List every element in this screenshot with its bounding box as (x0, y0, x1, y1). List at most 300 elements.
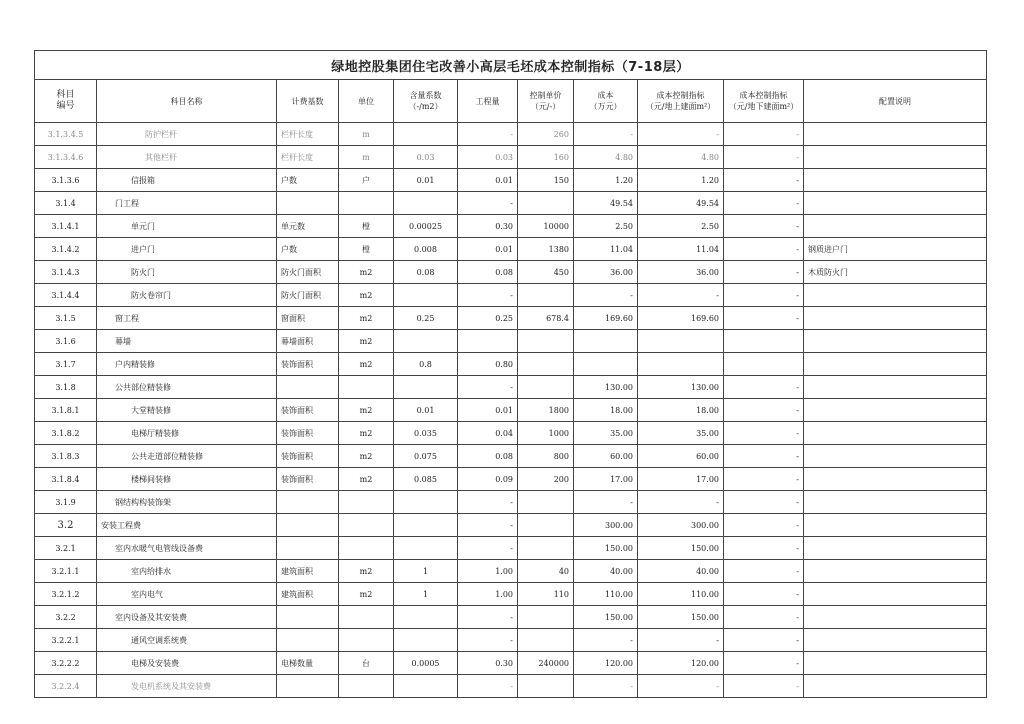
cell-code: 3.1.3.4.5 (35, 123, 97, 146)
cell-remark (804, 192, 987, 215)
cell-cost (574, 330, 638, 353)
cell-price: 1380 (518, 238, 574, 261)
table-row (35, 491, 987, 514)
cell-above: - (638, 284, 724, 307)
cell-coef: 0.085 (394, 468, 458, 491)
table-row (35, 537, 987, 560)
cell-qty (458, 330, 518, 353)
table-row (35, 629, 987, 652)
cell-name: 室内给排水 (97, 560, 277, 583)
cell-basis: 户数 (277, 169, 339, 192)
cell-above (638, 353, 724, 376)
cell-above: - (638, 491, 724, 514)
cell-coef (394, 629, 458, 652)
cell-code: 3.1.8.2 (35, 422, 97, 445)
cell-remark (804, 146, 987, 169)
cell-coef (394, 330, 458, 353)
cell-cost: - (574, 284, 638, 307)
cell-above: 1.20 (638, 169, 724, 192)
cell-code: 3.2.2.4 (35, 675, 97, 698)
table-row (35, 307, 987, 330)
table-row (35, 422, 987, 445)
cell-above: 130.00 (638, 376, 724, 399)
cell-remark (804, 307, 987, 330)
header-remark-text: 配置说明 (879, 96, 912, 106)
cell-code: 3.1.9 (35, 491, 97, 514)
cell-qty: 0.01 (458, 238, 518, 261)
cell-price: 240000 (518, 652, 574, 675)
cell-cost: 18.00 (574, 399, 638, 422)
cell-unit: m (339, 146, 394, 169)
cell-qty: - (458, 284, 518, 307)
cell-above: - (638, 629, 724, 652)
cell-cost: 150.00 (574, 537, 638, 560)
cell-unit (339, 606, 394, 629)
cell-unit: m2 (339, 261, 394, 284)
cell-name: 幕墙 (97, 330, 277, 353)
cell-remark (804, 606, 987, 629)
cell-cost: 49.54 (574, 192, 638, 215)
cell-qty: 1.00 (458, 560, 518, 583)
cell-coef: 0.035 (394, 422, 458, 445)
header-price (518, 80, 574, 123)
header-price-text: 控制单价 （元/-） (529, 91, 562, 111)
cell-below (724, 353, 804, 376)
cell-name: 公共部位精装修 (97, 376, 277, 399)
cell-below: - (724, 445, 804, 468)
cell-cost: 120.00 (574, 652, 638, 675)
cell-unit: 樘 (339, 238, 394, 261)
cell-name: 室内设备及其安装费 (97, 606, 277, 629)
cell-cost: 169.60 (574, 307, 638, 330)
cell-above: 60.00 (638, 445, 724, 468)
cell-code: 3.1.4.1 (35, 215, 97, 238)
cell-qty: 0.25 (458, 307, 518, 330)
cell-coef: 0.00025 (394, 215, 458, 238)
cell-above: 120.00 (638, 652, 724, 675)
cell-code: 3.1.4.3 (35, 261, 97, 284)
table-body (35, 123, 987, 698)
cell-price (518, 330, 574, 353)
header-below (724, 80, 804, 123)
cell-basis: 装饰面积 (277, 445, 339, 468)
cell-above (638, 330, 724, 353)
table-row (35, 376, 987, 399)
cell-unit: m2 (339, 399, 394, 422)
cell-qty: - (458, 675, 518, 698)
cell-code: 3.2.1.1 (35, 560, 97, 583)
header-name (97, 80, 277, 123)
cell-above: 110.00 (638, 583, 724, 606)
cell-qty: - (458, 192, 518, 215)
table-row (35, 146, 987, 169)
cell-remark (804, 514, 987, 537)
cell-above: 49.54 (638, 192, 724, 215)
cell-below (724, 330, 804, 353)
cell-below: - (724, 468, 804, 491)
cell-coef (394, 192, 458, 215)
cell-below: - (724, 376, 804, 399)
cell-above: 35.00 (638, 422, 724, 445)
cell-remark (804, 652, 987, 675)
cell-below: - (724, 169, 804, 192)
cell-cost: 150.00 (574, 606, 638, 629)
cell-unit: m2 (339, 445, 394, 468)
cell-basis (277, 629, 339, 652)
table-row (35, 583, 987, 606)
cell-above: 300.00 (638, 514, 724, 537)
cell-name: 楼梯间装修 (97, 468, 277, 491)
cell-coef (394, 376, 458, 399)
cell-price: 160 (518, 146, 574, 169)
header-unit-text: 单位 (358, 96, 374, 106)
cell-unit (339, 192, 394, 215)
cell-cost: 40.00 (574, 560, 638, 583)
cell-qty: 0.80 (458, 353, 518, 376)
cell-name: 安装工程费 (97, 514, 277, 537)
cell-name: 电梯及安装费 (97, 652, 277, 675)
cell-above: 17.00 (638, 468, 724, 491)
cell-code: 3.2.2.1 (35, 629, 97, 652)
table-row (35, 284, 987, 307)
cell-code: 3.1.4.4 (35, 284, 97, 307)
cell-remark (804, 399, 987, 422)
cell-code: 3.2.1 (35, 537, 97, 560)
cell-basis: 户数 (277, 238, 339, 261)
cell-qty: - (458, 514, 518, 537)
table-row (35, 192, 987, 215)
cell-basis: 装饰面积 (277, 399, 339, 422)
cell-below: - (724, 652, 804, 675)
cell-name: 其他栏杆 (97, 146, 277, 169)
cell-basis (277, 514, 339, 537)
cell-price: 450 (518, 261, 574, 284)
cell-price (518, 606, 574, 629)
cell-code: 3.2.2 (35, 606, 97, 629)
cell-price (518, 629, 574, 652)
cell-name: 进户门 (97, 238, 277, 261)
cell-coef (394, 606, 458, 629)
header-above (638, 80, 724, 123)
cell-name: 防火门 (97, 261, 277, 284)
header-coef-text: 含量系数 （-/m2） (408, 91, 443, 111)
cell-below: - (724, 238, 804, 261)
cell-remark (804, 491, 987, 514)
cell-qty: 0.30 (458, 652, 518, 675)
cell-below: - (724, 399, 804, 422)
header-cost (574, 80, 638, 123)
cell-below: - (724, 583, 804, 606)
cell-remark (804, 330, 987, 353)
cell-price: 110 (518, 583, 574, 606)
cell-name: 室内电气 (97, 583, 277, 606)
cell-unit (339, 491, 394, 514)
cell-unit: 樘 (339, 215, 394, 238)
cell-remark: 钢质进户门 (804, 238, 987, 261)
cell-cost: 2.50 (574, 215, 638, 238)
cell-price (518, 284, 574, 307)
cell-basis: 建筑面积 (277, 560, 339, 583)
cell-coef (394, 675, 458, 698)
cell-price: 678.4 (518, 307, 574, 330)
cell-price (518, 192, 574, 215)
cell-basis: 电梯数量 (277, 652, 339, 675)
cell-unit: 台 (339, 652, 394, 675)
cell-price: 1800 (518, 399, 574, 422)
cell-below: - (724, 560, 804, 583)
table-row (35, 606, 987, 629)
cell-coef (394, 123, 458, 146)
cell-below: - (724, 491, 804, 514)
cell-coef: 1 (394, 583, 458, 606)
cell-cost: 130.00 (574, 376, 638, 399)
cell-coef: 1 (394, 560, 458, 583)
cell-cost: - (574, 491, 638, 514)
header-code (35, 80, 97, 123)
table-row (35, 514, 987, 537)
cell-unit (339, 376, 394, 399)
cell-unit (339, 537, 394, 560)
cell-unit: m2 (339, 284, 394, 307)
cell-below: - (724, 284, 804, 307)
cell-qty: 0.03 (458, 146, 518, 169)
cell-remark (804, 560, 987, 583)
cell-coef: 0.08 (394, 261, 458, 284)
cell-coef: 0.03 (394, 146, 458, 169)
cell-code: 3.1.4.2 (35, 238, 97, 261)
cell-code: 3.1.7 (35, 353, 97, 376)
cell-code: 3.2 (35, 514, 97, 537)
cell-unit: m2 (339, 330, 394, 353)
cell-unit: m2 (339, 422, 394, 445)
cell-name: 防护栏杆 (97, 123, 277, 146)
cell-above: 4.80 (638, 146, 724, 169)
cell-coef: 0.8 (394, 353, 458, 376)
table-row (35, 169, 987, 192)
cell-qty: - (458, 376, 518, 399)
cell-price: 40 (518, 560, 574, 583)
cell-basis: 防火门面积 (277, 284, 339, 307)
cell-name: 单元门 (97, 215, 277, 238)
cell-below: - (724, 629, 804, 652)
cell-remark (804, 537, 987, 560)
cell-coef: 0.25 (394, 307, 458, 330)
cell-below: - (724, 675, 804, 698)
cell-above: 11.04 (638, 238, 724, 261)
cell-qty: - (458, 606, 518, 629)
table-row (35, 215, 987, 238)
cell-above: 2.50 (638, 215, 724, 238)
cell-price (518, 537, 574, 560)
cell-basis: 单元数 (277, 215, 339, 238)
header-row (35, 80, 987, 123)
cell-qty: - (458, 629, 518, 652)
cell-basis: 建筑面积 (277, 583, 339, 606)
cell-remark (804, 445, 987, 468)
cell-remark (804, 353, 987, 376)
cell-price: 200 (518, 468, 574, 491)
cell-coef: 0.01 (394, 169, 458, 192)
cell-qty: 0.30 (458, 215, 518, 238)
cell-cost: 1.20 (574, 169, 638, 192)
cell-basis: 栏杆长度 (277, 146, 339, 169)
cell-name: 防火卷帘门 (97, 284, 277, 307)
cost-control-sheet (34, 50, 986, 698)
cell-basis (277, 606, 339, 629)
cell-basis: 装饰面积 (277, 422, 339, 445)
cell-below: - (724, 537, 804, 560)
sheet-title: 绿地控股集团住宅改善小高层毛坯成本控制指标（7-18层） (35, 51, 987, 80)
cell-cost: 110.00 (574, 583, 638, 606)
cell-code: 3.1.4 (35, 192, 97, 215)
cell-cost: 36.00 (574, 261, 638, 284)
cell-qty: 0.08 (458, 445, 518, 468)
cell-above: - (638, 123, 724, 146)
cell-cost: 11.04 (574, 238, 638, 261)
cell-above: 40.00 (638, 560, 724, 583)
cell-code: 3.1.8.4 (35, 468, 97, 491)
cell-unit: m2 (339, 560, 394, 583)
cell-above: 150.00 (638, 606, 724, 629)
cell-qty: 0.01 (458, 399, 518, 422)
cell-coef (394, 284, 458, 307)
cell-above: 36.00 (638, 261, 724, 284)
cell-basis (277, 192, 339, 215)
cell-name: 通风空调系统费 (97, 629, 277, 652)
cell-unit (339, 675, 394, 698)
cell-price (518, 353, 574, 376)
table-row (35, 123, 987, 146)
cell-cost: - (574, 629, 638, 652)
cell-code: 3.1.3.6 (35, 169, 97, 192)
cell-qty: 0.01 (458, 169, 518, 192)
cell-remark (804, 123, 987, 146)
cell-basis: 装饰面积 (277, 468, 339, 491)
cell-remark (804, 169, 987, 192)
cell-qty: 0.09 (458, 468, 518, 491)
cell-basis: 窗面积 (277, 307, 339, 330)
cell-unit (339, 629, 394, 652)
cell-coef (394, 491, 458, 514)
cell-basis: 幕墙面积 (277, 330, 339, 353)
cell-basis: 栏杆长度 (277, 123, 339, 146)
cell-price: 10000 (518, 215, 574, 238)
header-qty (458, 80, 518, 123)
cell-qty: - (458, 123, 518, 146)
cell-name: 电梯厅精装修 (97, 422, 277, 445)
cell-price (518, 376, 574, 399)
header-unit (339, 80, 394, 123)
cell-unit: m2 (339, 583, 394, 606)
cell-above: 150.00 (638, 537, 724, 560)
cell-coef (394, 514, 458, 537)
table-row (35, 560, 987, 583)
cell-remark (804, 215, 987, 238)
cell-cost: 60.00 (574, 445, 638, 468)
cell-code: 3.1.8.1 (35, 399, 97, 422)
header-basis (277, 80, 339, 123)
cell-cost: 4.80 (574, 146, 638, 169)
table-row (35, 399, 987, 422)
cell-cost: 35.00 (574, 422, 638, 445)
cell-price (518, 514, 574, 537)
cell-price (518, 675, 574, 698)
cell-above: - (638, 675, 724, 698)
cell-below: - (724, 261, 804, 284)
cell-price: 800 (518, 445, 574, 468)
header-qty-text: 工程量 (475, 96, 500, 106)
cell-unit: m2 (339, 468, 394, 491)
header-coef (394, 80, 458, 123)
cell-code: 3.1.8.3 (35, 445, 97, 468)
cell-below: - (724, 215, 804, 238)
cell-code: 3.1.8 (35, 376, 97, 399)
table-row (35, 652, 987, 675)
cell-name: 钢结构构装饰架 (97, 491, 277, 514)
cell-basis: 装饰面积 (277, 353, 339, 376)
cell-name: 公共走道部位精装修 (97, 445, 277, 468)
cell-below: - (724, 514, 804, 537)
cell-code: 3.1.6 (35, 330, 97, 353)
cell-remark (804, 629, 987, 652)
table-row (35, 675, 987, 698)
cell-coef: 0.008 (394, 238, 458, 261)
cell-name: 门工程 (97, 192, 277, 215)
table-row (35, 261, 987, 284)
cell-remark (804, 422, 987, 445)
cell-cost: - (574, 675, 638, 698)
cell-remark (804, 583, 987, 606)
cell-remark (804, 376, 987, 399)
cell-code: 3.1.3.4.6 (35, 146, 97, 169)
header-code-text: 科目 编号 (56, 90, 75, 111)
cell-name: 大堂精装修 (97, 399, 277, 422)
cell-name: 信报箱 (97, 169, 277, 192)
cell-below: - (724, 146, 804, 169)
cell-basis: 防火门面积 (277, 261, 339, 284)
cell-price (518, 491, 574, 514)
cell-price: 150 (518, 169, 574, 192)
cell-remark: 木质防火门 (804, 261, 987, 284)
header-basis-text: 计费基数 (291, 96, 324, 106)
cell-qty: 0.08 (458, 261, 518, 284)
cell-name: 窗工程 (97, 307, 277, 330)
cell-remark (804, 284, 987, 307)
header-above-text: 成本控制指标 （元/地上建面m²） (645, 91, 716, 111)
table-row (35, 468, 987, 491)
header-cost-text: 成本 （万元） (589, 91, 622, 111)
cell-coef: 0.01 (394, 399, 458, 422)
cell-remark (804, 675, 987, 698)
cell-coef (394, 537, 458, 560)
cell-cost: - (574, 123, 638, 146)
table-row (35, 330, 987, 353)
cell-unit (339, 514, 394, 537)
cell-below: - (724, 422, 804, 445)
cell-remark (804, 468, 987, 491)
cell-unit: m2 (339, 307, 394, 330)
cell-below: - (724, 192, 804, 215)
header-name-text: 科目名称 (170, 96, 203, 106)
cell-name: 室内水暖气电管线设备费 (97, 537, 277, 560)
cell-coef: 0.075 (394, 445, 458, 468)
cell-below: - (724, 307, 804, 330)
cell-name: 户内精装修 (97, 353, 277, 376)
cell-cost: 300.00 (574, 514, 638, 537)
cell-price: 1000 (518, 422, 574, 445)
cell-cost (574, 353, 638, 376)
cell-unit: 户 (339, 169, 394, 192)
